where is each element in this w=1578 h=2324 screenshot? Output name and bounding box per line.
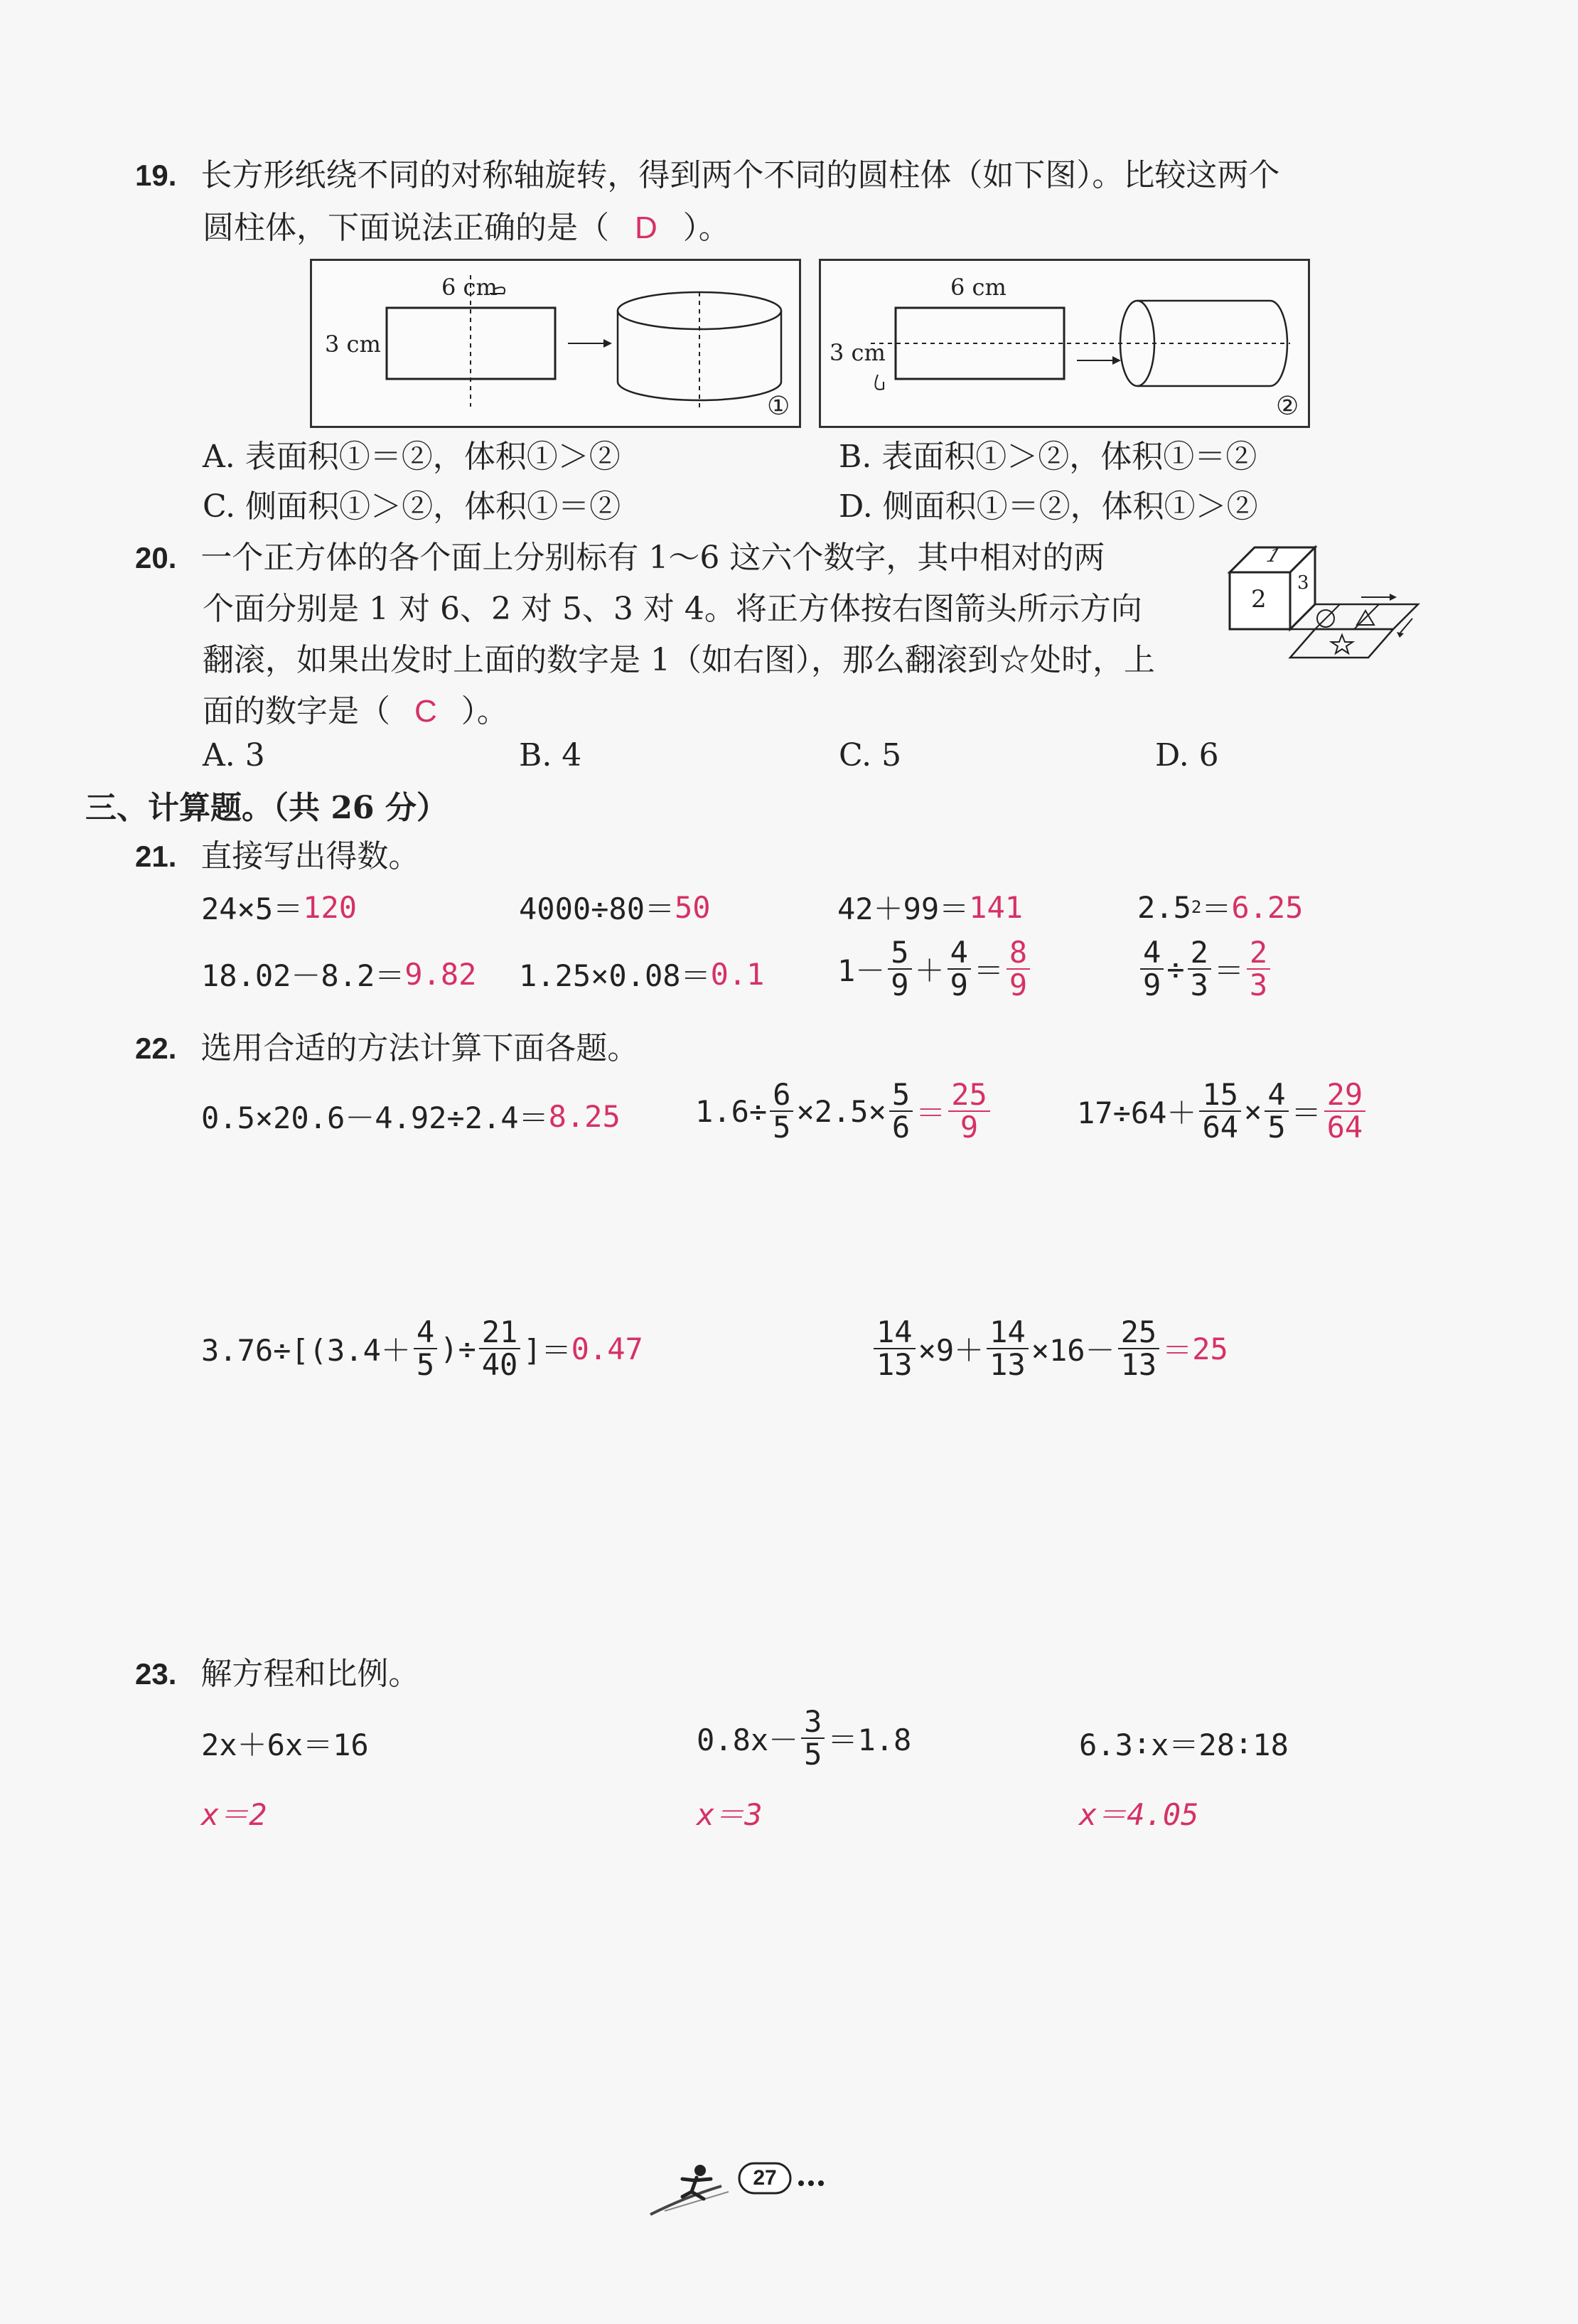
q23-answer-2: x＝3 bbox=[697, 1797, 763, 1832]
q19-option-a: A. 表面积①＝②，体积①＞② bbox=[203, 439, 621, 475]
fraction bbox=[801, 1706, 825, 1770]
numerator: 2 bbox=[1188, 937, 1211, 970]
numerator: 4 bbox=[1140, 937, 1164, 970]
fig2-width-label: 6 cm bbox=[950, 274, 1007, 301]
cylinder-diagram-1 bbox=[312, 261, 799, 426]
part: )÷ bbox=[440, 1331, 476, 1366]
q19-answer: D bbox=[635, 210, 658, 245]
fig1-height-label: 3 cm bbox=[325, 331, 381, 358]
numerator: 25 bbox=[948, 1079, 990, 1112]
q21-r1-b-answer: 50 bbox=[675, 889, 711, 925]
numerator: 5 bbox=[889, 1079, 913, 1112]
cylinder-diagram-2 bbox=[821, 261, 1308, 426]
q21-r1-c-expr: 42＋99＝ bbox=[837, 891, 970, 926]
q22-expr3 bbox=[1077, 1079, 1368, 1143]
q21-r2-b-expr: 1.25×0.08＝ bbox=[519, 958, 711, 993]
q21-r1-d bbox=[1137, 886, 1303, 928]
q21-title: 直接写出得数。 bbox=[200, 838, 420, 874]
numerator: 21 bbox=[479, 1317, 521, 1349]
q22-number: 22. bbox=[135, 1032, 177, 1065]
q19-text2-pre: 圆柱体，下面说法正确的是（ bbox=[203, 210, 609, 246]
q20-answer: C bbox=[414, 694, 437, 729]
fraction bbox=[1265, 1079, 1288, 1143]
part: ]＝ bbox=[523, 1333, 571, 1369]
cube-front-number: 2 bbox=[1251, 585, 1267, 614]
q22-expr2-answer bbox=[948, 1079, 990, 1143]
q21-r2-c-frac1 bbox=[888, 937, 911, 1001]
q19-number: 19. bbox=[135, 159, 177, 192]
q22-expr3-answer bbox=[1324, 1079, 1366, 1143]
equals-sign: ＝ bbox=[1291, 1096, 1321, 1131]
part: × bbox=[1244, 1093, 1262, 1129]
q19-option-d: D. 侧面积①＝②，体积①＞② bbox=[839, 488, 1258, 525]
q20-text-line3: 翻滚，如果出发时上面的数字是 1（如右图），那么翻滚到☆处时，上 bbox=[203, 642, 1155, 678]
q21-r1-c bbox=[837, 886, 1023, 928]
fig1-tag: ① bbox=[767, 392, 790, 421]
part: ×16－ bbox=[1031, 1333, 1115, 1369]
cube-side-number: 3 bbox=[1297, 572, 1309, 594]
q22-expr1-answer: 8.25 bbox=[548, 1098, 621, 1134]
q21-r2-c-frac2 bbox=[948, 937, 971, 1001]
part: ＝1.8 bbox=[827, 1723, 912, 1758]
q21-number: 21. bbox=[135, 840, 177, 873]
numerator: 8 bbox=[1007, 937, 1030, 970]
section3-title: 三、计算题。（共 26 分） bbox=[85, 790, 448, 826]
q20-option-c: C. 5 bbox=[839, 737, 902, 773]
numerator: 14 bbox=[874, 1317, 916, 1349]
q23-equation-2 bbox=[697, 1706, 911, 1770]
q19-option-c: C. 侧面积①＞②，体积①＝② bbox=[203, 488, 621, 525]
q19-line2 bbox=[203, 203, 730, 253]
q21-r1-a-expr: 24×5＝ bbox=[201, 891, 304, 926]
q21-r1-b-expr: 4000÷80＝ bbox=[519, 891, 675, 926]
q20-text-line1: 一个正方体的各个面上分别标有 1～6 这六个数字，其中相对的两 bbox=[200, 540, 1105, 576]
q22-expr1-text: 0.5×20.6－4.92÷2.4＝ bbox=[201, 1101, 549, 1135]
q22-expr1 bbox=[201, 1095, 621, 1137]
denominator: 13 bbox=[876, 1347, 913, 1383]
numerator: 2 bbox=[1247, 937, 1270, 970]
numerator: 25 bbox=[1118, 1317, 1160, 1349]
part: ×2.5× bbox=[796, 1093, 886, 1129]
denominator: 13 bbox=[989, 1347, 1026, 1383]
denominator: 5 bbox=[773, 1110, 791, 1145]
q19-text1: 长方形纸绕不同的对称轴旋转，得到两个不同的圆柱体（如下图）。比较这两个 bbox=[200, 157, 1280, 193]
denominator: 9 bbox=[891, 968, 909, 1003]
q19-line1 bbox=[135, 151, 1279, 200]
q21-r1-d-answer: 6.25 bbox=[1231, 889, 1304, 925]
numerator: 4 bbox=[1265, 1079, 1288, 1112]
q23-heading bbox=[135, 1649, 419, 1699]
q23-answer-3: x＝4.05 bbox=[1079, 1797, 1199, 1832]
fraction bbox=[889, 1079, 913, 1143]
numerator: 29 bbox=[1324, 1079, 1366, 1112]
denominator: 64 bbox=[1202, 1110, 1239, 1145]
q20-option-a: A. 3 bbox=[203, 737, 265, 773]
denominator: 40 bbox=[481, 1347, 518, 1383]
q22-expr5 bbox=[871, 1314, 1228, 1383]
part: ×9＋ bbox=[918, 1333, 984, 1369]
numerator: 14 bbox=[987, 1317, 1029, 1349]
fraction bbox=[414, 1314, 437, 1383]
denominator: 3 bbox=[1190, 968, 1208, 1003]
q22-heading bbox=[135, 1024, 638, 1073]
plus-sign: ＋ bbox=[914, 953, 945, 989]
q20-text-line4-pre: 面的数字是（ bbox=[203, 693, 390, 729]
q23-number: 23. bbox=[135, 1657, 177, 1691]
equals-sign: ＝ bbox=[973, 953, 1004, 989]
fraction bbox=[1118, 1314, 1160, 1383]
denominator: 13 bbox=[1120, 1347, 1157, 1383]
q21-r2-d-frac2 bbox=[1188, 937, 1211, 1001]
page-footer bbox=[643, 2158, 857, 2222]
denominator: 9 bbox=[1009, 968, 1028, 1003]
equals-sign: ＝ bbox=[1162, 1333, 1193, 1369]
q21-r2-d-answer bbox=[1247, 937, 1270, 1001]
numerator: 15 bbox=[1199, 1079, 1241, 1112]
q21-r2-a-answer: 9.82 bbox=[404, 956, 477, 992]
q21-r2-d-frac1 bbox=[1140, 937, 1164, 1001]
fraction bbox=[874, 1314, 916, 1383]
fraction bbox=[1199, 1079, 1241, 1143]
q20-text-line4-post: ）。 bbox=[461, 693, 508, 729]
q19-figure-1 bbox=[310, 259, 801, 428]
q21-r2-b bbox=[519, 953, 764, 995]
fig2-height-label: 3 cm bbox=[830, 339, 886, 366]
q21-r2-d bbox=[1137, 937, 1273, 1001]
q20-option-d: D. 6 bbox=[1155, 737, 1219, 773]
cube-diagram bbox=[1226, 537, 1429, 668]
q23-equation-1: 2x＋6x＝16 bbox=[201, 1728, 369, 1762]
q21-r2-c-one: 1－ bbox=[837, 953, 886, 989]
q22-expr4 bbox=[201, 1314, 643, 1383]
q20-line1 bbox=[135, 533, 1105, 583]
q20-line4 bbox=[203, 687, 508, 737]
q23-equation-3: 6.3∶x＝28∶18 bbox=[1079, 1728, 1289, 1762]
q21-r2-a bbox=[201, 953, 476, 995]
q20-text-line2: 个面分别是 1 对 6、2 对 5、3 对 4。将正方体按右图箭头所示方向 bbox=[203, 591, 1142, 627]
q21-r2-c bbox=[837, 937, 1033, 1001]
fig1-width-label: 6 cm bbox=[441, 274, 498, 301]
q20-number: 20. bbox=[135, 541, 177, 574]
q22-expr4-answer: 0.47 bbox=[571, 1331, 643, 1366]
denominator: 3 bbox=[1249, 968, 1268, 1003]
numerator: 4 bbox=[414, 1317, 437, 1349]
q21-r2-b-answer: 0.1 bbox=[710, 956, 765, 992]
denominator: 6 bbox=[891, 1110, 911, 1145]
q19-figure-2 bbox=[819, 259, 1310, 428]
page-number: 27 bbox=[753, 2166, 777, 2190]
q21-r1-d-base: 2.5 bbox=[1137, 889, 1191, 925]
q21-r1-a bbox=[201, 886, 357, 928]
q21-r1-d-exponent: 2 bbox=[1191, 897, 1202, 917]
part: 0.8x－ bbox=[697, 1723, 799, 1758]
equals-sign: ＝ bbox=[916, 1096, 946, 1131]
fraction bbox=[987, 1314, 1029, 1383]
denominator: 9 bbox=[950, 968, 968, 1003]
q22-expr2 bbox=[695, 1079, 993, 1143]
denominator: 5 bbox=[1267, 1110, 1286, 1145]
q21-r1-d-equals: ＝ bbox=[1201, 891, 1232, 926]
numerator: 5 bbox=[888, 937, 911, 970]
q19-text2-post: ）。 bbox=[682, 210, 730, 246]
q21-r2-c-answer bbox=[1007, 937, 1030, 1001]
q23-answer-1: x＝2 bbox=[201, 1797, 267, 1832]
numerator: 4 bbox=[948, 937, 971, 970]
fig2-tag: ② bbox=[1276, 392, 1299, 421]
fraction bbox=[479, 1314, 521, 1383]
equals-sign: ＝ bbox=[1213, 953, 1244, 989]
cube-top-number: 1 bbox=[1261, 545, 1286, 567]
denominator: 64 bbox=[1326, 1110, 1363, 1145]
denominator: 5 bbox=[804, 1737, 822, 1772]
q23-title: 解方程和比例。 bbox=[200, 1656, 420, 1692]
q19-option-b: B. 表面积①＞②，体积①＝② bbox=[839, 439, 1257, 475]
divide-sign: ÷ bbox=[1166, 951, 1185, 987]
q21-r1-b bbox=[519, 886, 711, 928]
numerator: 6 bbox=[770, 1079, 793, 1112]
q20-option-b: B. 4 bbox=[519, 737, 582, 773]
part: 17÷64＋ bbox=[1077, 1096, 1197, 1131]
q21-r1-c-answer: 141 bbox=[969, 889, 1024, 925]
q22-title: 选用合适的方法计算下面各题。 bbox=[200, 1030, 639, 1066]
denominator: 9 bbox=[960, 1110, 979, 1145]
denominator: 9 bbox=[1143, 968, 1161, 1003]
denominator: 5 bbox=[416, 1347, 435, 1383]
q21-r1-a-answer: 120 bbox=[303, 889, 358, 925]
fraction bbox=[770, 1079, 793, 1143]
part: 1.6÷ bbox=[695, 1093, 768, 1129]
q22-expr5-answer: 25 bbox=[1192, 1331, 1228, 1366]
q21-r2-a-expr: 18.02－8.2＝ bbox=[201, 958, 405, 993]
q21-heading bbox=[135, 832, 419, 882]
numerator: 3 bbox=[801, 1706, 825, 1739]
part: 3.76÷[(3.4＋ bbox=[201, 1333, 411, 1369]
